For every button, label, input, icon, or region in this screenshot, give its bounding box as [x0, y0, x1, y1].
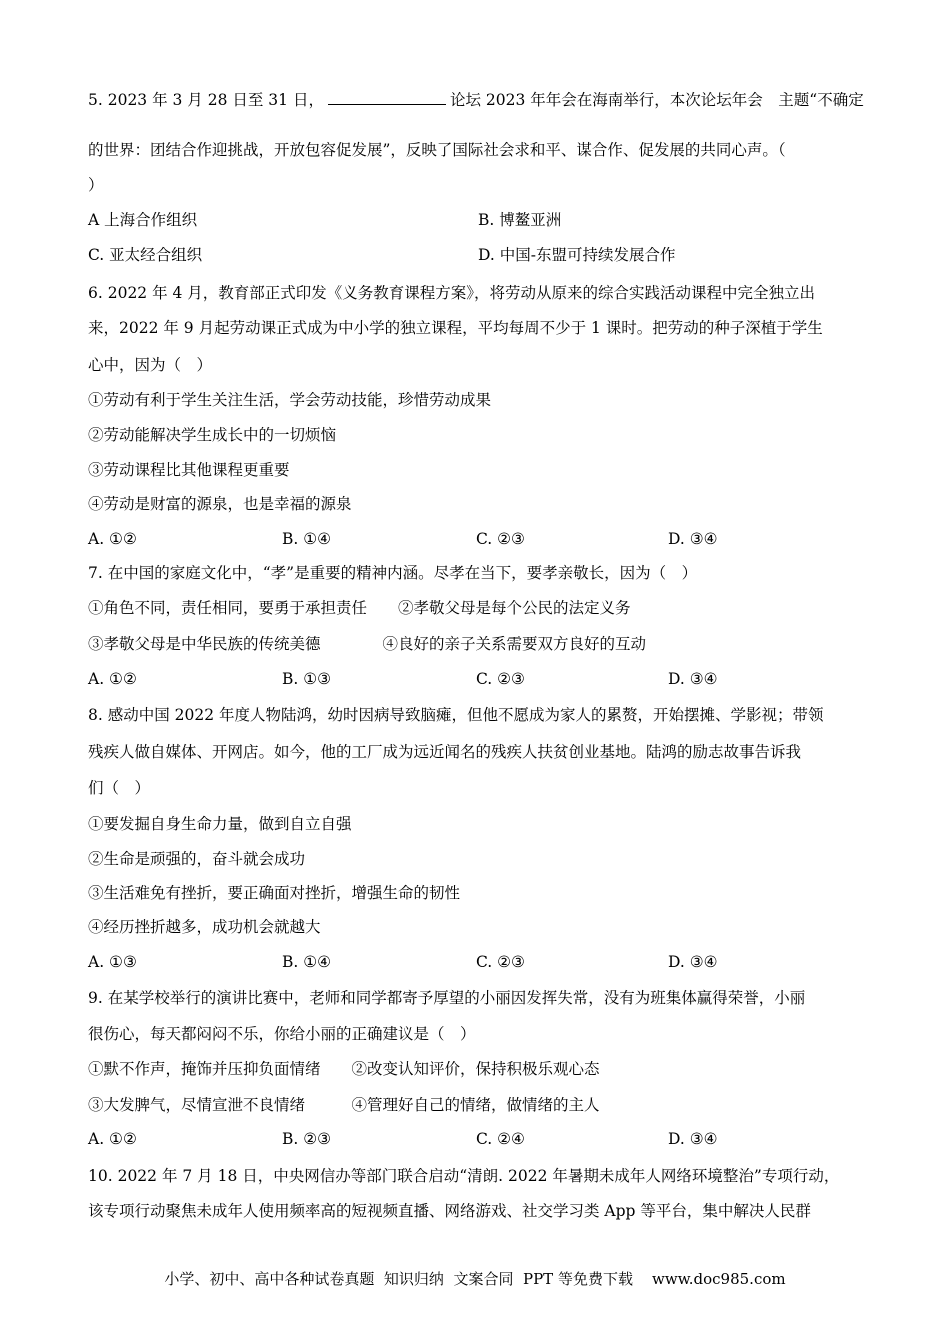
q9-option-d[interactable]: D. ③④ — [668, 1130, 718, 1148]
q6-option-c[interactable]: C. ②③ — [476, 530, 525, 548]
q9-stem-line-2: 很伤心，每天都闷闷不乐，你给小丽的正确建议是（ ） — [88, 1025, 476, 1043]
q6-option-b[interactable]: B. ①④ — [282, 530, 332, 548]
q5-stem-line-3: ） — [88, 176, 104, 194]
page-footer: 小学、初中、高中各种试卷真题 知识归纳 文案合同 PPT 等免费下载 www.doc985.com — [164, 1270, 786, 1288]
q7-option-b[interactable]: B. ①③ — [282, 670, 332, 688]
q9-option-a[interactable]: A. ①② — [88, 1130, 137, 1148]
q6-item-4: ④劳动是财富的源泉，也是幸福的源泉 — [88, 495, 352, 513]
q8-item-4: ④经历挫折越多，成功机会就越大 — [88, 918, 321, 936]
q8-option-c[interactable]: C. ②③ — [476, 953, 525, 971]
q8-stem-line-3: 们（ ） — [88, 779, 151, 797]
q5-option-b[interactable]: B. 博鳌亚洲 — [478, 211, 562, 229]
q7-item-row-1: ①角色不同，责任相同，要勇于承担责任 ②孝敬父母是每个公民的法定义务 — [88, 599, 631, 617]
q6-stem-line-2: 来，2022 年 9 月起劳动课正式成为中小学的独立课程，平均每周不少于 1 课时。把劳动的种子深植于学生 — [88, 319, 823, 337]
q8-option-b[interactable]: B. ①④ — [282, 953, 332, 971]
q9-item-row-2: ③大发脾气，尽情宣泄不良情绪 ④管理好自己的情绪，做情绪的主人 — [88, 1096, 600, 1114]
q5-stem-part-b: 论坛 2023 年年会在海南举行，本次论坛年会 主题“不确定 — [449, 91, 864, 109]
q6-item-3: ③劳动课程比其他课程更重要 — [88, 461, 290, 479]
q7-option-d[interactable]: D. ③④ — [668, 670, 718, 688]
q5-stem-line-2: 的世界：团结合作迎挑战，开放包容促发展”，反映了国际社会求和平、谋合作、促发展的共同心声。（ — [88, 141, 786, 159]
q5-option-c[interactable]: C. 亚太经合组织 — [88, 246, 203, 264]
q5-stem-part-a: 5. 2023 年 3 月 28 日至 31 日， — [88, 91, 324, 109]
q6-item-1: ①劳动有利于学生关注生活，学会劳动技能，珍惜劳动成果 — [88, 391, 492, 409]
q5-answer-blank[interactable] — [328, 90, 446, 105]
q9-option-b[interactable]: B. ②③ — [282, 1130, 332, 1148]
q8-stem-line-2: 残疾人做自媒体、开网店。如今，他的工厂成为远近闻名的残疾人扶贫创业基地。陆鸿的励志故事告诉我 — [88, 743, 802, 761]
q6-option-a[interactable]: A. ①② — [88, 530, 137, 548]
q6-stem-line-3: 心中，因为（ ） — [88, 356, 213, 374]
q6-item-2: ②劳动能解决学生成长中的一切烦恼 — [88, 426, 337, 444]
q7-stem-line-1: 7. 在中国的家庭文化中，“孝”是重要的精神内涵。尽孝在当下，要孝亲敬长，因为（ ） — [88, 564, 698, 582]
q10-stem-line-2: 该专项行动聚焦未成年人使用频率高的短视频直播、网络游戏、社交学习类 App 等平台，集中解决人民群 — [88, 1202, 811, 1220]
q7-option-a[interactable]: A. ①② — [88, 670, 137, 688]
q8-item-2: ②生命是顽强的，奋斗就会成功 — [88, 850, 306, 868]
q7-option-c[interactable]: C. ②③ — [476, 670, 525, 688]
q8-item-3: ③生活难免有挫折，要正确面对挫折，增强生命的韧性 — [88, 884, 461, 902]
q8-option-a[interactable]: A. ①③ — [88, 953, 137, 971]
q8-option-d[interactable]: D. ③④ — [668, 953, 718, 971]
q7-item-row-2: ③孝敬父母是中华民族的传统美德 ④良好的亲子关系需要双方良好的互动 — [88, 635, 647, 653]
q8-item-1: ①要发掘自身生命力量，做到自立自强 — [88, 815, 352, 833]
q6-option-d[interactable]: D. ③④ — [668, 530, 718, 548]
q5-option-a[interactable]: A 上海合作组织 — [88, 211, 198, 229]
q6-stem-line-1: 6. 2022 年 4 月，教育部正式印发《义务教育课程方案》，将劳动从原来的综合实践活动课程中完全独立出 — [88, 284, 816, 302]
q10-stem-line-1: 10. 2022 年 7 月 18 日，中央网信办等部门联合启动“清朗. 2022 年暑期未成年人网络环境整治”专项行动， — [88, 1167, 840, 1185]
q9-option-c[interactable]: C. ②④ — [476, 1130, 525, 1148]
q9-item-row-1: ①默不作声，掩饰并压抑负面情绪 ②改变认知评价，保持积极乐观心态 — [88, 1060, 600, 1078]
q8-stem-line-1: 8. 感动中国 2022 年度人物陆鸿，幼时因病导致脑瘫，但他不愿成为家人的累赘，开始摆摊、学影视；带领 — [88, 706, 824, 724]
q5-option-d[interactable]: D. 中国-东盟可持续发展合作 — [478, 246, 676, 264]
q9-stem-line-1: 9. 在某学校举行的演讲比赛中，老师和同学都寄予厚望的小丽因发挥失常，没有为班集体赢得荣誉，小丽 — [88, 989, 806, 1007]
q5-stem-line-1 — [88, 90, 864, 110]
